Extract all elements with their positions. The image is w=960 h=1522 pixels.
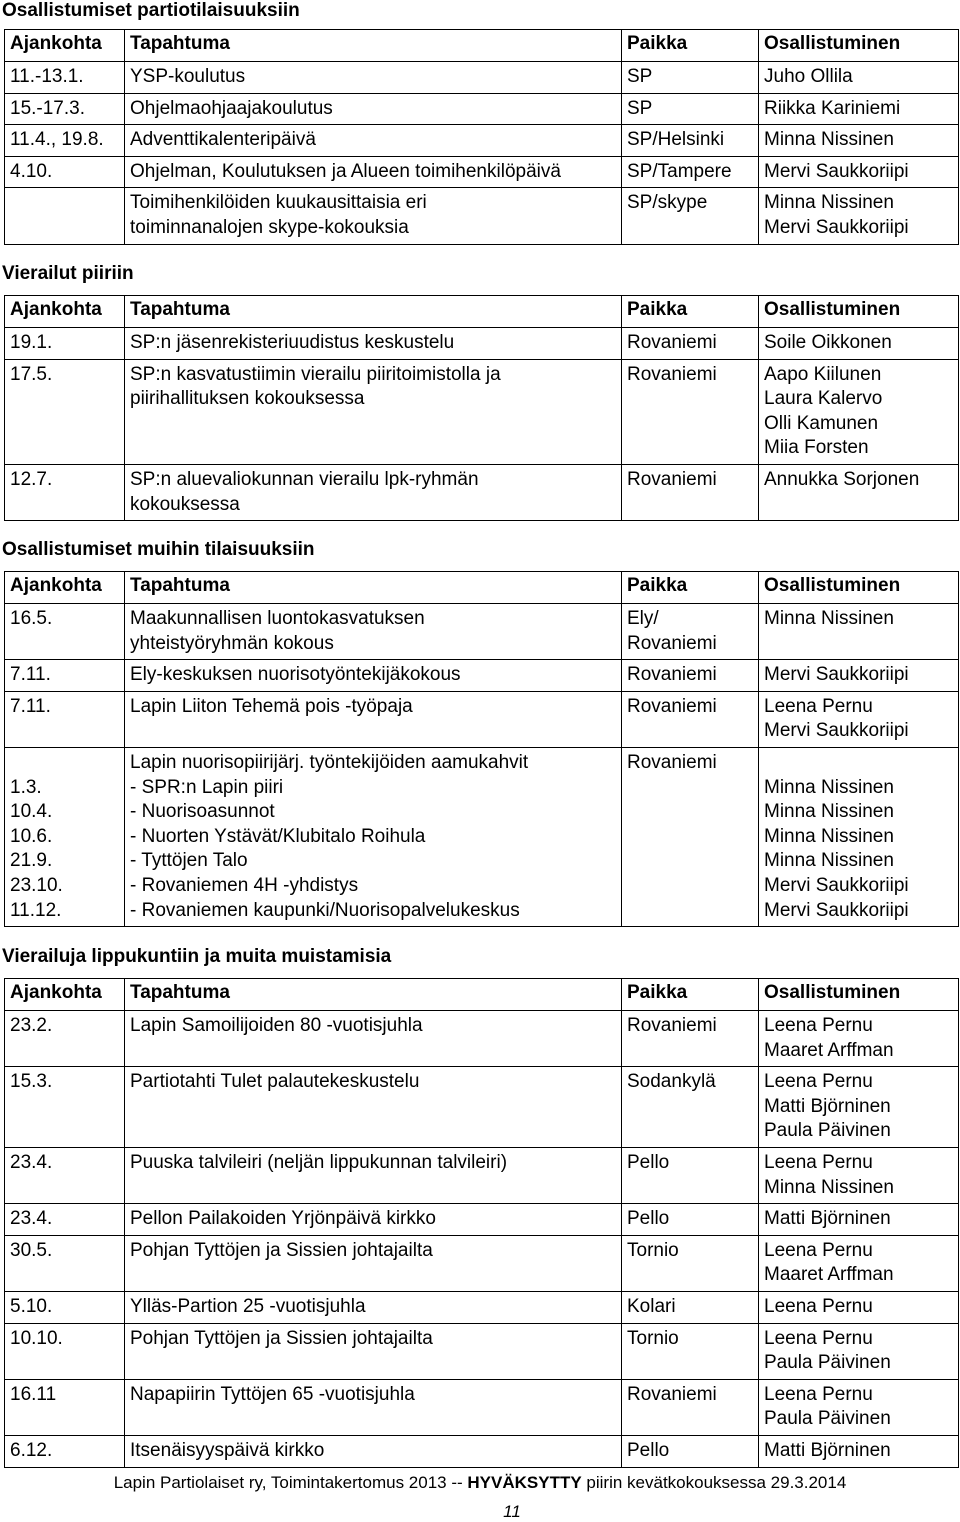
column-header: Paikka <box>622 296 759 328</box>
place-cell <box>622 62 759 94</box>
event-cell <box>125 1011 622 1067</box>
table-row <box>5 62 959 94</box>
place-cell <box>622 604 759 660</box>
cell-line: Ely/ <box>627 608 659 629</box>
column-header: Tapahtuma <box>125 296 622 328</box>
event-cell <box>125 125 622 157</box>
table-muut-tilaisuudet <box>4 571 959 927</box>
table-header-row <box>5 979 959 1011</box>
cell-line: Leena Pernu <box>764 1295 873 1317</box>
column-header: Ajankohta <box>5 572 125 604</box>
table-row <box>5 328 959 360</box>
cell-line: Paula Päivinen <box>764 1352 891 1374</box>
place-cell <box>622 1323 759 1379</box>
cell-line: 30.5. <box>10 1239 53 1261</box>
people-cell <box>759 1204 959 1236</box>
cell-line: Lapin Liiton Tehemä pois -työpaja <box>130 695 413 717</box>
table-header-row <box>5 572 959 604</box>
cell-line: Riikka Kariniemi <box>764 97 901 119</box>
cell-line: Partiotahti Tulet palautekeskustelu <box>130 1071 420 1093</box>
cell-line: Rovaniemi <box>627 363 717 385</box>
cell-line: Pello <box>627 1208 670 1230</box>
table-row <box>5 359 959 464</box>
cell-line <box>764 751 953 776</box>
section-title-vierailuja-lippukuntiin: Vierailuja lippukuntiin ja muita muistamisia <box>2 946 392 967</box>
event-cell <box>125 188 622 244</box>
people-cell <box>759 691 959 747</box>
cell-line: 1.3. <box>10 776 42 798</box>
cell-line: 4.10. <box>10 160 53 182</box>
cell-line: Minna Nissinen <box>764 776 894 798</box>
people-cell <box>759 464 959 520</box>
event-cell <box>125 1235 622 1291</box>
cell-line: Annukka Sorjonen <box>764 468 920 490</box>
cell-line: Lapin Samoilijoiden 80 -vuotisjuhla <box>130 1015 423 1036</box>
event-cell <box>125 604 622 660</box>
cell-line: Leena Pernu <box>764 1015 873 1036</box>
cell-line: Leena Pernu <box>764 1239 873 1261</box>
table-vierailuja-lippukuntiin <box>4 978 959 1468</box>
people-cell <box>759 747 959 926</box>
cell-line: Minna Nissinen <box>764 801 894 823</box>
date-cell <box>5 604 125 660</box>
cell-line: Mervi Saukkoriipi <box>764 720 909 742</box>
cell-line: 21.9. <box>10 850 53 872</box>
date-cell <box>5 1147 125 1203</box>
cell-line: Leena Pernu <box>764 695 873 717</box>
people-cell <box>759 660 959 692</box>
place-cell <box>622 359 759 464</box>
column-header: Osallistuminen <box>759 30 959 62</box>
table-header-row <box>5 296 959 328</box>
table-partiotilaisuudet <box>4 29 959 245</box>
cell-line: Aapo Kiilunen <box>764 363 882 385</box>
date-cell <box>5 62 125 94</box>
table-row <box>5 1379 959 1435</box>
table-row <box>5 125 959 157</box>
cell-line: Kolari <box>627 1295 676 1317</box>
cell-line: Maaret Arffman <box>764 1264 894 1286</box>
table-row <box>5 660 959 692</box>
place-cell <box>622 660 759 692</box>
date-cell <box>5 1204 125 1236</box>
people-cell <box>759 1147 959 1203</box>
cell-line: Rovaniemi <box>627 1383 717 1405</box>
people-cell <box>759 1291 959 1323</box>
cell-line: Miia Forsten <box>764 437 869 459</box>
event-cell <box>125 660 622 692</box>
cell-line: kokouksessa <box>130 493 240 515</box>
table-row <box>5 464 959 520</box>
people-cell <box>759 604 959 660</box>
cell-line: Ohjelman, Koulutuksen ja Alueen toimihenkilöpäivä <box>130 160 561 182</box>
event-cell <box>125 1204 622 1236</box>
people-cell <box>759 125 959 157</box>
date-cell <box>5 1011 125 1067</box>
event-cell <box>125 691 622 747</box>
footer-text: Lapin Partiolaiset ry, Toimintakertomus 2013 -- <box>113 1473 468 1492</box>
event-cell <box>125 359 622 464</box>
cell-line: 23.4. <box>10 1208 53 1230</box>
place-cell <box>622 1291 759 1323</box>
cell-line: Rovaniemi <box>627 468 717 490</box>
cell-line: Tornio <box>627 1239 679 1261</box>
cell-line: Leena Pernu <box>764 1151 873 1173</box>
cell-line: Sodankylä <box>627 1071 716 1093</box>
date-cell <box>5 1379 125 1435</box>
event-cell <box>125 747 622 926</box>
cell-line: Pohjan Tyttöjen ja Sissien johtajailta <box>130 1239 433 1261</box>
cell-line: - Tyttöjen Talo <box>130 850 248 872</box>
place-cell <box>622 125 759 157</box>
cell-line: yhteistyöryhmän kokous <box>130 632 334 654</box>
cell-line: Maaret Arffman <box>764 1039 894 1061</box>
cell-line <box>10 191 119 216</box>
place-cell <box>622 1067 759 1148</box>
cell-line: Mervi Saukkoriipi <box>764 899 909 921</box>
date-cell <box>5 156 125 188</box>
table-row <box>5 1323 959 1379</box>
table-row <box>5 1147 959 1203</box>
event-cell <box>125 1147 622 1203</box>
cell-line: Rovaniemi <box>627 1015 717 1036</box>
page-footer <box>0 1473 960 1493</box>
cell-line: Tornio <box>627 1327 679 1349</box>
cell-line: 11.4., 19.8. <box>10 129 104 151</box>
cell-line: Matti Björninen <box>764 1095 891 1117</box>
cell-line: Juho Ollila <box>764 66 853 87</box>
cell-line: SP <box>627 66 653 87</box>
people-cell <box>759 156 959 188</box>
cell-line: SP:n jäsenrekisteriuudistus keskustelu <box>130 332 455 353</box>
table-row <box>5 691 959 747</box>
date-cell <box>5 188 125 244</box>
cell-line: 16.5. <box>10 608 53 629</box>
event-cell <box>125 62 622 94</box>
table-row <box>5 1011 959 1067</box>
table-row <box>5 1204 959 1236</box>
table-vierailut-piiriin <box>4 295 959 521</box>
people-cell <box>759 62 959 94</box>
people-cell <box>759 1067 959 1148</box>
cell-line: Minna Nissinen <box>764 825 894 847</box>
cell-line: Rovaniemi <box>627 632 717 654</box>
cell-line: - Rovaniemen 4H -yhdistys <box>130 874 359 896</box>
cell-line: Pohjan Tyttöjen ja Sissien johtajailta <box>130 1327 433 1349</box>
place-cell <box>622 1147 759 1203</box>
cell-line: 19.1. <box>10 332 53 353</box>
table-row <box>5 93 959 125</box>
date-cell <box>5 747 125 926</box>
cell-line: - Nuorisoasunnot <box>130 801 275 823</box>
cell-line: Minna Nissinen <box>764 1176 894 1198</box>
page-number: 11 <box>503 1502 521 1521</box>
cell-line: Paula Päivinen <box>764 1408 891 1430</box>
cell-line: - SPR:n Lapin piiri <box>130 776 284 798</box>
cell-line: Minna Nissinen <box>764 608 894 629</box>
place-cell <box>622 747 759 926</box>
event-cell <box>125 1067 622 1148</box>
people-cell <box>759 1379 959 1435</box>
place-cell <box>622 691 759 747</box>
footer-approved: HYVÄKSYTTY <box>467 1473 582 1492</box>
date-cell <box>5 1323 125 1379</box>
date-cell <box>5 660 125 692</box>
cell-line: Olli Kamunen <box>764 412 879 434</box>
column-header: Tapahtuma <box>125 30 622 62</box>
cell-line: SP/skype <box>627 192 708 214</box>
cell-line: SP:n kasvatustiimin vierailu piiritoimistolla ja <box>130 363 501 385</box>
column-header: Ajankohta <box>5 30 125 62</box>
cell-line: 10.10. <box>10 1327 63 1349</box>
cell-line: Mervi Saukkoriipi <box>764 216 909 238</box>
cell-line: Minna Nissinen <box>764 129 894 151</box>
cell-line: Toimihenkilöiden kuukausittaisia eri <box>130 192 427 214</box>
place-cell <box>622 464 759 520</box>
cell-line: toiminnanalojen skype-kokouksia <box>130 216 409 238</box>
date-cell <box>5 691 125 747</box>
cell-line: SP:n aluevaliokunnan vierailu lpk-ryhmän <box>130 468 479 490</box>
people-cell <box>759 359 959 464</box>
cell-line: 12.7. <box>10 468 53 490</box>
cell-line: - Nuorten Ystävät/Klubitalo Roihula <box>130 825 426 847</box>
cell-line: SP <box>627 97 653 119</box>
people-cell <box>759 1011 959 1067</box>
cell-line: Maakunnallisen luontokasvatuksen <box>130 608 425 629</box>
cell-line: SP/Tampere <box>627 160 732 182</box>
cell-line: Leena Pernu <box>764 1327 873 1349</box>
cell-line: Pello <box>627 1151 670 1173</box>
cell-line: Soile Oikkonen <box>764 332 892 353</box>
table-row <box>5 1067 959 1148</box>
column-header: Osallistuminen <box>759 979 959 1011</box>
table-header-row <box>5 30 959 62</box>
table-row <box>5 747 959 926</box>
cell-line: 23.10. <box>10 874 63 896</box>
people-cell <box>759 1235 959 1291</box>
people-cell <box>759 1435 959 1467</box>
cell-line: Rovaniemi <box>627 664 717 686</box>
column-header: Tapahtuma <box>125 572 622 604</box>
event-cell <box>125 1291 622 1323</box>
cell-line: Rovaniemi <box>627 332 717 353</box>
cell-line: Laura Kalervo <box>764 388 883 410</box>
cell-line: 11.-13.1. <box>10 66 84 87</box>
cell-line: 23.2. <box>10 1015 53 1036</box>
cell-line: Lapin nuorisopiirijärj. työntekijöiden aamukahvit <box>130 751 529 773</box>
date-cell <box>5 1435 125 1467</box>
cell-line: Leena Pernu <box>764 1383 873 1405</box>
cell-line: 11.12. <box>10 899 62 921</box>
people-cell <box>759 328 959 360</box>
event-cell <box>125 1379 622 1435</box>
cell-line: Puuska talvileiri (neljän lippukunnan talvileiri) <box>130 1151 508 1173</box>
place-cell <box>622 188 759 244</box>
cell-line: Pello <box>627 1439 670 1461</box>
cell-line: Leena Pernu <box>764 1071 873 1093</box>
table-row <box>5 1435 959 1467</box>
place-cell <box>622 1235 759 1291</box>
section-title-partiotilaisuudet: Osallistumiset partiotilaisuuksiin <box>2 0 300 21</box>
cell-line: 17.5. <box>10 363 53 385</box>
place-cell <box>622 156 759 188</box>
section-title-muut-tilaisuudet: Osallistumiset muihin tilaisuuksiin <box>2 539 315 560</box>
cell-line: Mervi Saukkoriipi <box>764 874 909 896</box>
cell-line: Rovaniemi <box>627 751 717 773</box>
cell-line: 15.3. <box>10 1071 53 1093</box>
date-cell <box>5 464 125 520</box>
place-cell <box>622 1435 759 1467</box>
people-cell <box>759 188 959 244</box>
cell-line: Mervi Saukkoriipi <box>764 160 909 182</box>
cell-line <box>10 751 119 776</box>
cell-line: 6.12. <box>10 1439 53 1461</box>
column-header: Osallistuminen <box>759 296 959 328</box>
column-header: Paikka <box>622 572 759 604</box>
cell-line: Matti Björninen <box>764 1208 891 1230</box>
column-header: Paikka <box>622 979 759 1011</box>
cell-line: YSP-koulutus <box>130 66 246 87</box>
cell-line: Ylläs-Partion 25 -vuotisjuhla <box>130 1295 366 1317</box>
cell-line: Pellon Pailakoiden Yrjönpäivä kirkko <box>130 1208 436 1230</box>
place-cell <box>622 1204 759 1236</box>
cell-line: 15.-17.3. <box>10 97 85 119</box>
footer-meeting: piirin kevätkokouksessa 29.3.2014 <box>581 1473 847 1492</box>
cell-line: SP/Helsinki <box>627 129 725 151</box>
date-cell <box>5 1291 125 1323</box>
table-row <box>5 604 959 660</box>
cell-line: Rovaniemi <box>627 695 717 717</box>
event-cell <box>125 1323 622 1379</box>
cell-line: Adventtikalenteripäivä <box>130 129 316 151</box>
cell-line: 23.4. <box>10 1151 53 1173</box>
place-cell <box>622 1011 759 1067</box>
section-title-vierailut-piiriin: Vierailut piiriin <box>2 263 134 284</box>
cell-line: Mervi Saukkoriipi <box>764 664 909 686</box>
cell-line: 10.4. <box>10 801 53 823</box>
date-cell <box>5 93 125 125</box>
event-cell <box>125 464 622 520</box>
cell-line: Paula Päivinen <box>764 1120 891 1142</box>
cell-line: 7.11. <box>10 695 51 717</box>
cell-line: Napapiirin Tyttöjen 65 -vuotisjuhla <box>130 1383 415 1405</box>
date-cell <box>5 125 125 157</box>
date-cell <box>5 328 125 360</box>
column-header: Tapahtuma <box>125 979 622 1011</box>
cell-line: Itsenäisyyspäivä kirkko <box>130 1439 325 1461</box>
people-cell <box>759 1323 959 1379</box>
cell-line: 5.10. <box>10 1295 53 1317</box>
date-cell <box>5 1067 125 1148</box>
cell-line: Ely-keskuksen nuorisotyöntekijäkokous <box>130 664 461 686</box>
cell-line: - Rovaniemen kaupunki/Nuorisopalvelukeskus <box>130 899 520 921</box>
column-header: Ajankohta <box>5 296 125 328</box>
cell-line: 16.11 <box>10 1383 57 1405</box>
cell-line: Ohjelmaohjaajakoulutus <box>130 97 333 119</box>
table-row <box>5 1235 959 1291</box>
table-row <box>5 1291 959 1323</box>
place-cell <box>622 328 759 360</box>
column-header: Osallistuminen <box>759 572 959 604</box>
table-row <box>5 188 959 244</box>
column-header: Ajankohta <box>5 979 125 1011</box>
date-cell <box>5 1235 125 1291</box>
cell-line: Minna Nissinen <box>764 192 894 214</box>
column-header: Paikka <box>622 30 759 62</box>
event-cell <box>125 1435 622 1467</box>
cell-line: Minna Nissinen <box>764 850 894 872</box>
cell-line: 7.11. <box>10 664 51 686</box>
cell-line: 10.6. <box>10 825 53 847</box>
place-cell <box>622 1379 759 1435</box>
date-cell <box>5 359 125 464</box>
cell-line: piirihallituksen kokouksessa <box>130 388 365 410</box>
event-cell <box>125 156 622 188</box>
event-cell <box>125 93 622 125</box>
table-row <box>5 156 959 188</box>
place-cell <box>622 93 759 125</box>
cell-line: Matti Björninen <box>764 1439 891 1461</box>
event-cell <box>125 328 622 360</box>
people-cell <box>759 93 959 125</box>
